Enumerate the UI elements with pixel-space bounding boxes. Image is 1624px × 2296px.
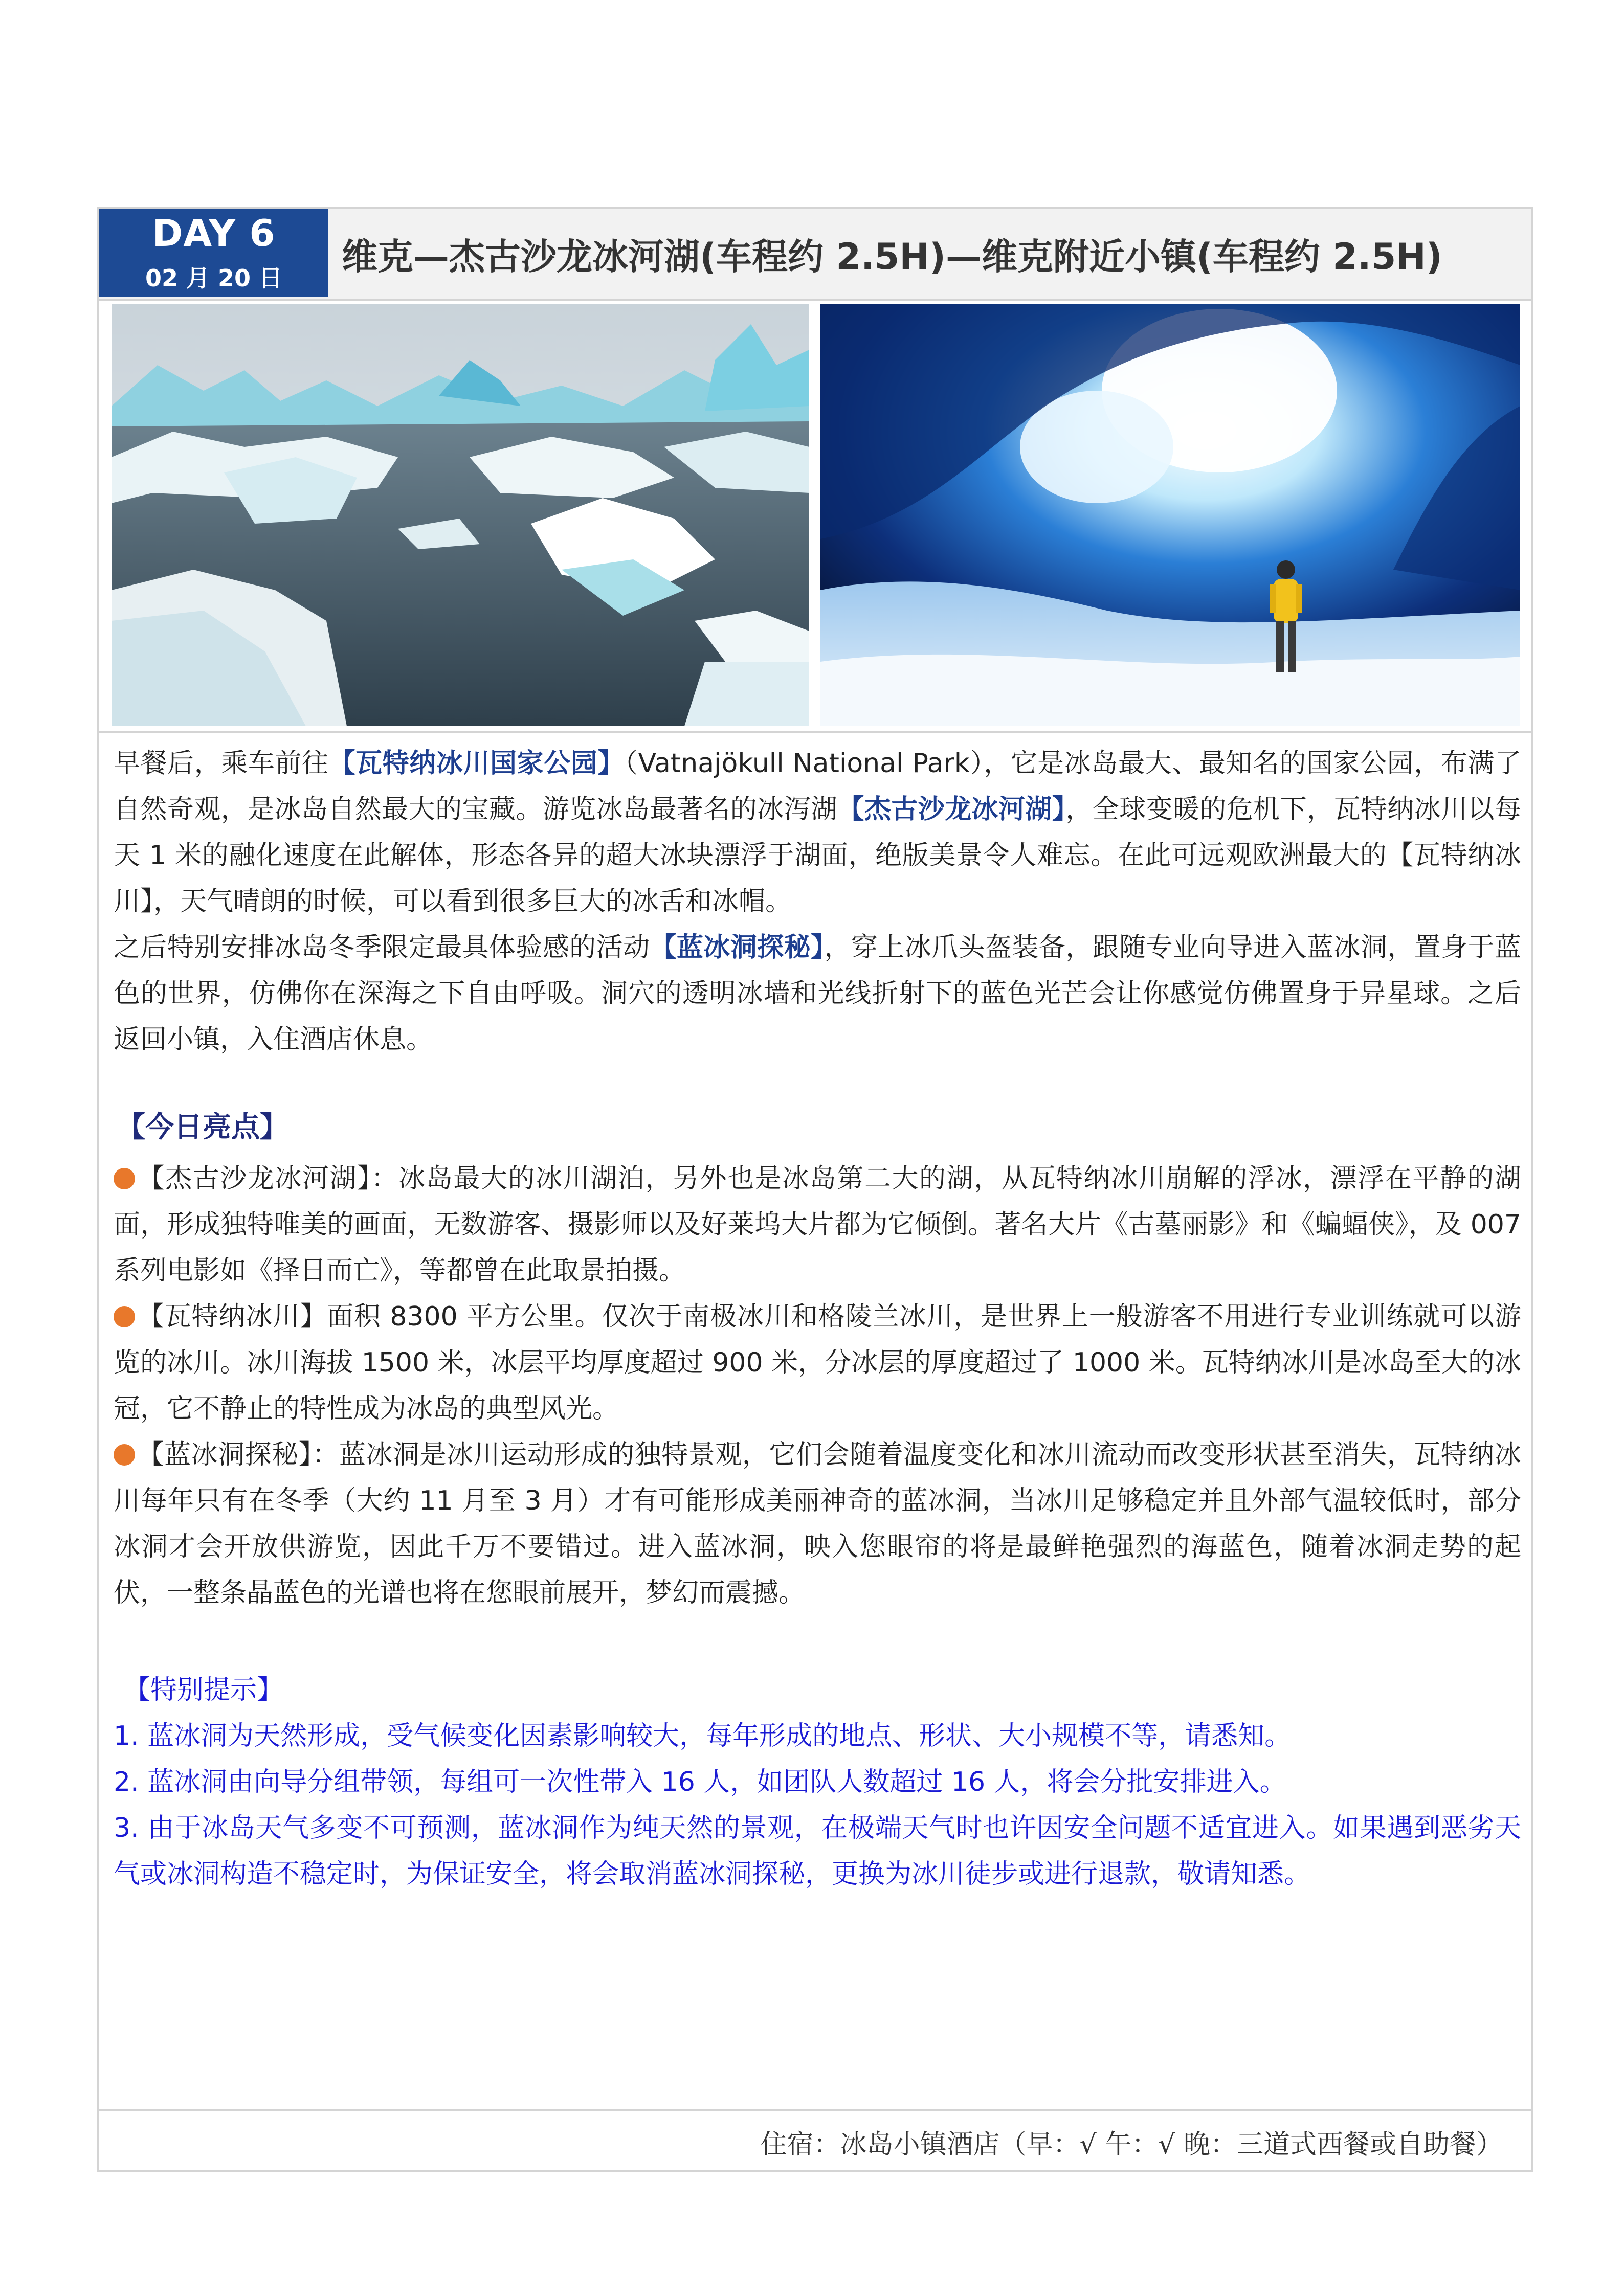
day-header [99, 209, 1531, 301]
intro-text: ，全球变暖的危机下，瓦特纳冰川以每天 1 米的融化速度在此解体，形态各异的超大冰块漂浮于湖面，绝版美景令人难忘。在此可远观欧洲最大的【瓦特纳冰川】，天气晴朗的时候，可以看到很多巨大的冰舌和冰帽。 [114, 794, 1521, 917]
footer-divider [99, 2109, 1531, 2111]
tip-item: 3. 由于冰岛天气多变不可预测，蓝冰洞作为纯天然的景观，在极端天气时也许因安全问题不适宜进入。如果遇到恶劣天气或冰洞构造不稳定时，为保证安全，将会取消蓝冰洞探秘，更换为冰川徒步或进行退款，敬请知悉。 [114, 1813, 1521, 1889]
highlight-jokulsarlon: 【杰古沙龙冰河湖】 [837, 794, 1066, 825]
ice-cave-image [820, 304, 1520, 726]
photo-row [107, 300, 1524, 731]
highlights-title: 【今日亮点】 [117, 1111, 288, 1144]
day-badge [99, 209, 328, 297]
day-label: DAY 6 [152, 212, 276, 255]
ice-cave-photo [820, 304, 1520, 726]
route-title: 维克—杰古沙龙冰河湖(车程约 2.5H)—维克附近小镇(车程约 2.5H) [342, 236, 1442, 278]
highlight-text: 【瓦特纳冰川】面积 8300 平方公里。仅次于南极冰川和格陵兰冰川，是世界上一般游客不用进行专业训练就可以游览的冰川。冰川海拔 1500 米，冰层平均厚度超过 900 米，分冰层的厚度超过了 1000 米。瓦特纳冰川是冰岛至大的冰冠，它不静止的特性成为冰岛的典型风光。 [114, 1301, 1521, 1424]
intro-paragraph-1 [114, 740, 1521, 925]
intro-text: 之后特别安排冰岛冬季限定最具体验感的活动 [114, 932, 650, 963]
intro-paragraph-2 [114, 925, 1521, 1063]
orange-bullet-icon [114, 1444, 135, 1466]
highlight-item [114, 1156, 1521, 1294]
intro-text: 早餐后，乘车前往 [114, 748, 329, 779]
day-date: 02 月 20 日 [145, 264, 283, 292]
orange-bullet-icon [114, 1168, 135, 1189]
highlight-item [114, 1432, 1521, 1616]
day-description [114, 740, 1521, 1897]
highlight-text: 【蓝冰洞探秘】：蓝冰洞是冰川运动形成的独特景观，它们会随着温度变化和冰川流动而改变形状甚至消失，瓦特纳冰川每年只有在冬季（大约 11 月至 3 月）才有可能形成美丽神奇的蓝冰洞，当冰川足够稳定并且外部气温较低时，部分冰洞才会开放供游览，因此千万不要错过。进入蓝冰洞，映入您眼帘的将是最鲜艳强烈的海蓝色，随着冰洞走势的起伏，一整条晶蓝色的光谱也将在您眼前展开，梦幻而震撼。 [114, 1439, 1521, 1608]
accommodation-info: 住宿：冰岛小镇酒店（早：√ 午：√ 晚：三道式西餐或自助餐） [760, 2129, 1503, 2160]
highlight-item [114, 1294, 1521, 1432]
special-tips-title: 【特别提示】 [124, 1675, 284, 1705]
glacier-lagoon-image [112, 304, 809, 726]
tip-item: 2. 蓝冰洞由向导分组带领，每组可一次性带入 16 人，如团队人数超过 16 人，将会分批安排进入。 [114, 1767, 1286, 1797]
tip-item: 1. 蓝冰洞为天然形成，受气候变化因素影响较大，每年形成的地点、形状、大小规模不等，请悉知。 [114, 1721, 1292, 1751]
highlight-blue-ice-cave: 【蓝冰洞探秘】 [650, 932, 825, 963]
highlight-text: 【杰古沙龙冰河湖】：冰岛最大的冰川湖泊，另外也是冰岛第二大的湖，从瓦特纳冰川崩解的浮冰，漂浮在平静的湖面，形成独特唯美的画面，无数游客、摄影师以及好莱坞大片都为它倾倒。著名大片《古墓丽影》和《蝙蝠侠》，及 007 系列电影如《择日而亡》，等都曾在此取景拍摄。 [114, 1163, 1521, 1286]
orange-bullet-icon [114, 1306, 135, 1327]
intro-text: （Vatnajökull National Park），它是冰岛最大、最知名的国家公园，布满了自然奇观，是冰岛自然最大的宝藏。游览冰岛最著名的冰泻湖 [114, 748, 1521, 825]
intro-text: ，穿上冰爪头盔装备，跟随专业向导进入蓝冰洞，置身于蓝色的世界，仿佛你在深海之下自由呼吸。洞穴的透明冰墙和光线折射下的蓝色光芒会让你感觉仿佛置身于异星球。之后返回小镇，入住酒店休息。 [114, 932, 1521, 1055]
itinerary-day-card [97, 207, 1533, 2172]
glacier-lagoon-photo [112, 304, 809, 726]
highlight-vatnajokull-park: 【瓦特纳冰川国家公园】 [328, 748, 625, 779]
photo-divider [99, 731, 1531, 733]
